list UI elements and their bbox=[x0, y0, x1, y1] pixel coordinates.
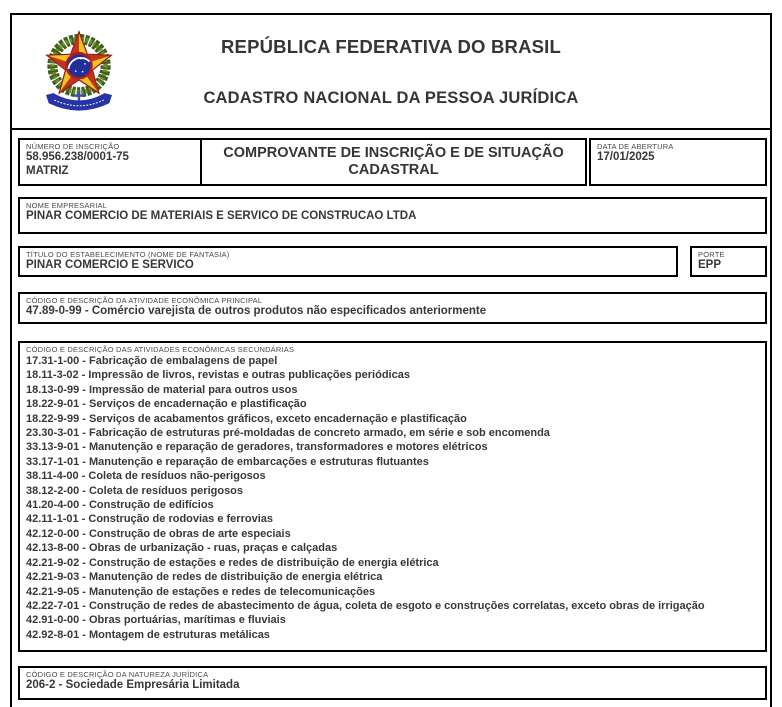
secondary-activity-item: 18.11-3-02 - Impressão de livros, revistas e outras publicações periódicas bbox=[26, 369, 410, 382]
republic-title: REPÚBLICA FEDERATIVA DO BRASIL bbox=[220, 36, 562, 57]
company-size-label: PORTE bbox=[698, 250, 725, 259]
legal-nature-label: CÓDIGO E DESCRIÇÃO DA NATUREZA JURÍDICA bbox=[26, 670, 209, 679]
secondary-activity-item: 23.30-3-01 - Fabricação de estruturas pré-moldadas de concreto armado, em série e sob encomenda bbox=[26, 427, 550, 440]
secondary-activity-item: 18.22-9-01 - Serviços de encadernação e plastificação bbox=[26, 398, 307, 411]
opening-date-box bbox=[589, 138, 767, 186]
main-activity-label: CÓDIGO E DESCRIÇÃO DA ATIVIDADE ECONÔMICA PRINCIPAL bbox=[26, 296, 263, 305]
company-name-box bbox=[18, 197, 767, 234]
inscription-unit-type: MATRIZ bbox=[26, 164, 69, 177]
secondary-activity-item: 18.22-9-99 - Serviços de acabamentos gráficos, exceto encadernação e plastificação bbox=[26, 412, 467, 425]
secondary-activity-item: 38.12-2-00 - Coleta de resíduos perigosos bbox=[26, 484, 244, 497]
trade-name-box bbox=[18, 246, 678, 277]
inscription-number-box bbox=[18, 138, 202, 186]
secondary-activity-item: 42.92-8-01 - Montagem de estruturas metálicas bbox=[26, 628, 270, 641]
secondary-activities-list bbox=[26, 354, 759, 642]
secondary-activity-item: 42.91-0-00 - Obras portuárias, marítimas e fluviais bbox=[26, 614, 286, 627]
secondary-activity-item: 42.13-8-00 - Obras de urbanização - ruas, praças e calçadas bbox=[26, 542, 338, 555]
inscription-number-label: NÚMERO DE INSCRIÇÃO bbox=[26, 142, 120, 151]
document-title-box bbox=[200, 138, 587, 186]
secondary-activities-box bbox=[18, 341, 767, 652]
legal-nature-box bbox=[18, 666, 767, 700]
secondary-activity-item: 42.22-7-01 - Construção de redes de abastecimento de água, coleta de esgoto e construções correlatas, exceto obras de irrigação bbox=[26, 599, 705, 612]
secondary-activities-label: CÓDIGO E DESCRIÇÃO DAS ATIVIDADES ECONÔMICAS SECUNDÁRIAS bbox=[26, 345, 295, 354]
secondary-activity-item: 42.12-0-00 - Construção de obras de arte especiais bbox=[26, 527, 291, 540]
registry-title: CADASTRO NACIONAL DA PESSOA JURÍDICA bbox=[203, 89, 579, 107]
trade-name-label: TÍTULO DO ESTABELECIMENTO (NOME DE FANTASIA) bbox=[26, 250, 230, 259]
secondary-activity-item: 18.13-0-99 - Impressão de material para outros usos bbox=[26, 383, 298, 396]
opening-date-label: DATA DE ABERTURA bbox=[597, 142, 674, 151]
secondary-activity-item: 33.17-1-01 - Manutenção e reparação de embarcações e estruturas flutuantes bbox=[26, 455, 429, 468]
company-name-label: NOME EMPRESARIAL bbox=[26, 201, 108, 210]
company-size-value: EPP bbox=[698, 259, 722, 271]
main-activity-value: 47.89-0-99 - Comércio varejista de outros produtos não especificados anteriormente bbox=[26, 305, 487, 317]
secondary-activity-item: 42.21-9-03 - Manutenção de redes de distribuição de energia elétrica bbox=[26, 571, 383, 584]
company-size-box bbox=[690, 246, 767, 277]
secondary-activity-item: 33.13-9-01 - Manutenção e reparação de geradores, transformadores e motores elétricos bbox=[26, 441, 488, 454]
inscription-number-value: 58.956.238/0001-75 bbox=[26, 151, 129, 163]
secondary-activity-item: 42.11-1-01 - Construção de rodovias e ferrovias bbox=[26, 513, 273, 526]
legal-nature-value: 206-2 - Sociedade Empresária Limitada bbox=[26, 679, 240, 691]
secondary-activity-item: 42.21-9-05 - Manutenção de estações e redes de telecomunicações bbox=[26, 585, 376, 598]
company-name-value: PINAR COMERCIO DE MATERIAIS E SERVICO DE CONSTRUCAO LTDA bbox=[26, 210, 417, 222]
trade-name-value: PINAR COMERCIO E SERVICO bbox=[26, 259, 194, 271]
secondary-activity-item: 42.21-9-02 - Construção de estações e redes de distribuição de energia elétrica bbox=[26, 556, 439, 569]
secondary-activity-item: 17.31-1-00 - Fabricação de embalagens de papel bbox=[26, 355, 278, 367]
document-title: COMPROVANTE DE INSCRIÇÃO E DE SITUAÇÃO CADASTRAL bbox=[223, 145, 564, 178]
main-activity-box bbox=[18, 292, 767, 324]
secondary-activity-item: 41.20-4-00 - Construção de edifícios bbox=[26, 499, 214, 512]
secondary-activity-item: 38.11-4-00 - Coleta de resíduos não-perigosos bbox=[26, 470, 266, 483]
opening-date-value: 17/01/2025 bbox=[597, 151, 655, 163]
